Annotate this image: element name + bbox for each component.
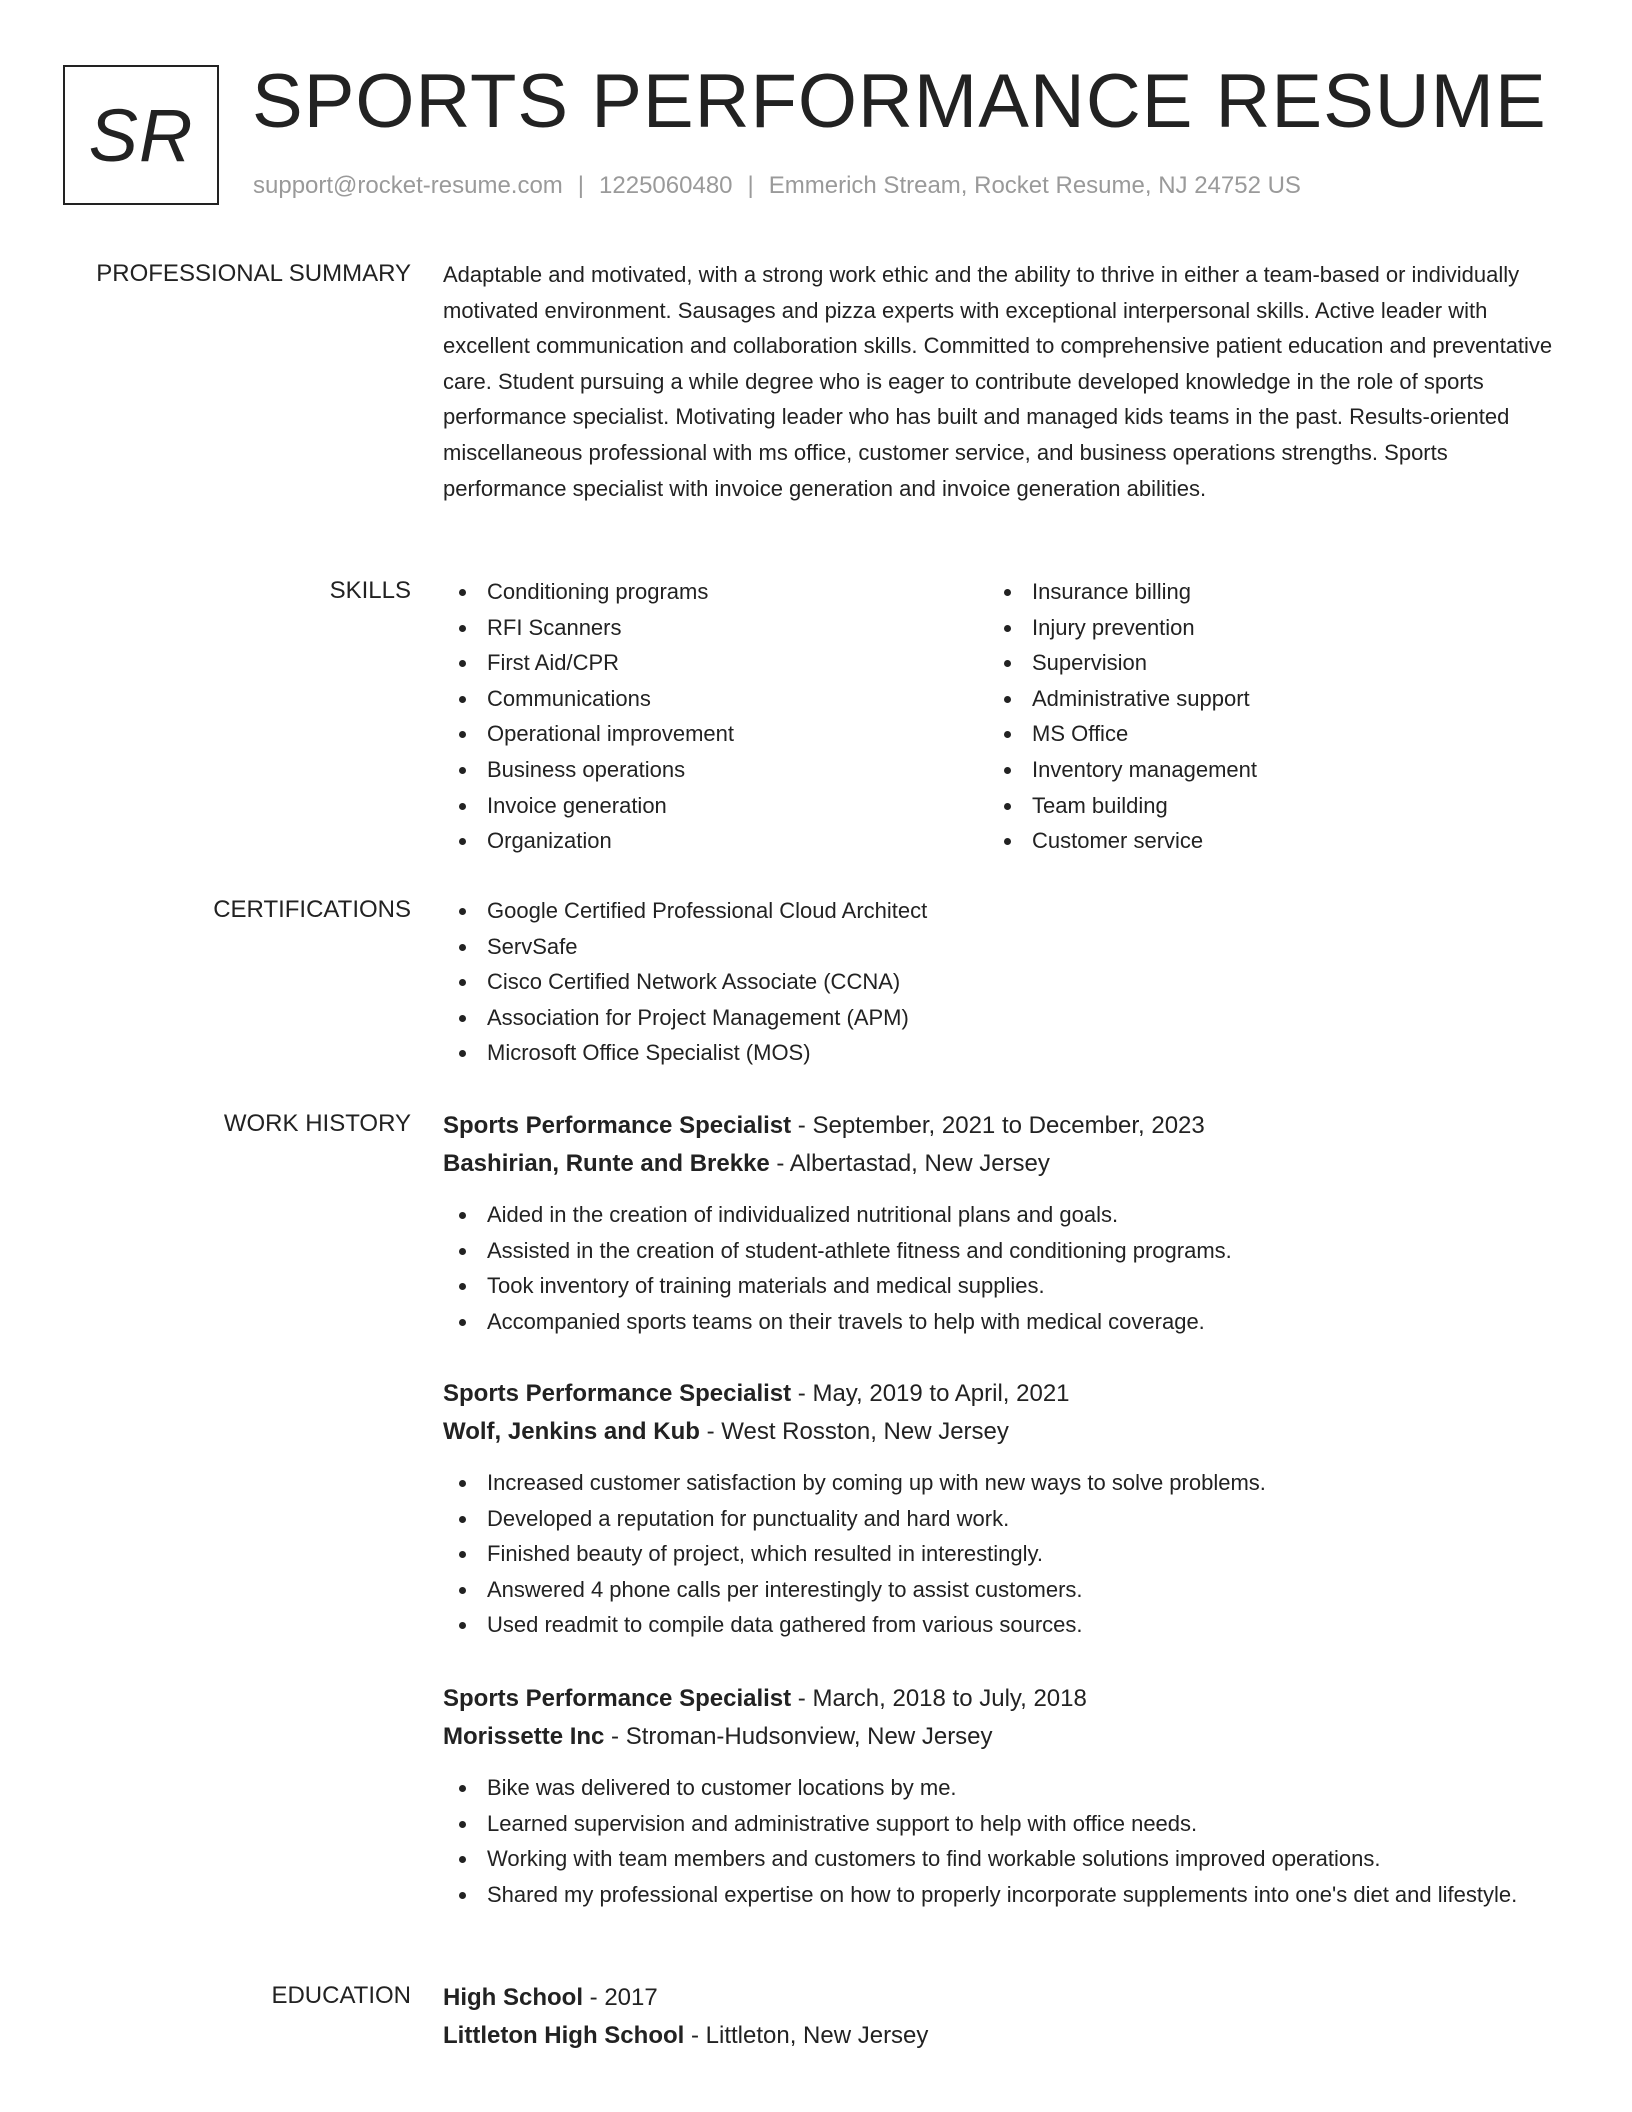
job-dates: - March, 2018 to July, 2018 xyxy=(791,1685,1087,1712)
job-company: Wolf, Jenkins and Kub xyxy=(443,1418,700,1445)
skill-item: Organization xyxy=(443,823,988,859)
certification-item: Microsoft Office Specialist (MOS) xyxy=(443,1035,1558,1071)
job-entry xyxy=(443,1375,1558,1643)
resume-title: SPORTS PERFORMANCE RESUME xyxy=(252,59,1547,144)
education-school-line xyxy=(443,2017,1558,2055)
job-duty: Bike was delivered to customer locations by me. xyxy=(443,1770,1558,1806)
job-company-line xyxy=(443,1145,1558,1183)
skill-item: Business operations xyxy=(443,752,988,788)
education-degree: High School xyxy=(443,1984,583,2011)
job-dates: - May, 2019 to April, 2021 xyxy=(791,1380,1070,1407)
contact-phone: 1225060480 xyxy=(599,172,733,199)
job-company: Bashirian, Runte and Brekke xyxy=(443,1150,770,1177)
skill-item: Operational improvement xyxy=(443,716,988,752)
job-dates: - September, 2021 to December, 2023 xyxy=(791,1112,1205,1139)
job-duty: Aided in the creation of individualized nutritional plans and goals. xyxy=(443,1197,1558,1233)
skill-item: RFI Scanners xyxy=(443,610,988,646)
job-company: Morissette Inc xyxy=(443,1723,605,1750)
contact-email: support@rocket-resume.com xyxy=(253,172,563,199)
certification-item: Association for Project Management (APM) xyxy=(443,1000,1558,1036)
job-company-line xyxy=(443,1413,1558,1451)
summary-text: Adaptable and motivated, with a strong work ethic and the ability to thrive in either a team-based or individually motivated environment. Sausages and pizza experts with exceptional interpersonal skills. Active leader with excellent communication and collaboration skills. Committed to comprehensive patient education and preventative care. Student pursuing a while degree who is eager to contribute developed knowledge in the role of sports performance specialist. Motivating leader who has built and managed kids teams in the past. Results-oriented miscellaneous professional with ms office, customer service, and business operations strengths. Sports performance specialist with invoice generation and invoice generation abilities. xyxy=(443,262,1553,501)
skill-item: Team building xyxy=(988,788,1533,824)
contact-line xyxy=(253,172,1301,200)
job-entry xyxy=(443,1107,1558,1339)
education-location: - Littleton, New Jersey xyxy=(684,2022,929,2049)
skill-item: Invoice generation xyxy=(443,788,988,824)
job-duty: Used readmit to compile data gathered from various sources. xyxy=(443,1607,1558,1643)
job-entry xyxy=(443,1680,1558,1912)
section-label-work-history: WORK HISTORY xyxy=(223,1110,411,1137)
certification-item: ServSafe xyxy=(443,929,1558,965)
contact-address: Emmerich Stream, Rocket Resume, NJ 24752 US xyxy=(768,172,1301,199)
job-title-line xyxy=(443,1107,1558,1145)
skill-item: First Aid/CPR xyxy=(443,645,988,681)
skill-item: Customer service xyxy=(988,823,1533,859)
skill-item: Inventory management xyxy=(988,752,1533,788)
job-duty: Increased customer satisfaction by coming up with new ways to solve problems. xyxy=(443,1465,1558,1501)
skill-item: Conditioning programs xyxy=(443,574,988,610)
skill-item: Insurance billing xyxy=(988,574,1533,610)
certification-item: Cisco Certified Network Associate (CCNA) xyxy=(443,964,1558,1000)
contact-separator: | xyxy=(577,172,585,199)
job-title-line xyxy=(443,1375,1558,1413)
section-label-education: EDUCATION xyxy=(271,1982,411,2009)
section-label-summary: PROFESSIONAL SUMMARY xyxy=(96,260,411,287)
education-degree-line xyxy=(443,1979,1558,2017)
job-duty: Finished beauty of project, which resulted in interestingly. xyxy=(443,1536,1558,1572)
skill-item: Communications xyxy=(443,681,988,717)
job-title: Sports Performance Specialist xyxy=(443,1112,792,1139)
contact-separator: | xyxy=(747,172,754,199)
job-duty: Answered 4 phone calls per interestingly to assist customers. xyxy=(443,1572,1558,1608)
section-label-skills: SKILLS xyxy=(329,577,411,604)
education-school: Littleton High School xyxy=(443,2022,685,2049)
job-duties-list xyxy=(443,1197,1558,1339)
job-title-line xyxy=(443,1680,1558,1718)
skills-list-right xyxy=(988,574,1533,859)
job-location: - Albertastad, New Jersey xyxy=(769,1150,1050,1177)
job-location: - Stroman-Hudsonview, New Jersey xyxy=(604,1723,993,1750)
skills-list-left xyxy=(443,574,988,859)
job-duty: Learned supervision and administrative support to help with office needs. xyxy=(443,1806,1558,1842)
skill-item: MS Office xyxy=(988,716,1533,752)
job-location: - West Rosston, New Jersey xyxy=(699,1418,1009,1445)
skill-item: Injury prevention xyxy=(988,610,1533,646)
section-label-certifications: CERTIFICATIONS xyxy=(213,896,411,923)
job-title: Sports Performance Specialist xyxy=(443,1380,792,1407)
job-duties-list xyxy=(443,1465,1558,1643)
certifications-list xyxy=(443,893,1558,1071)
job-duty: Took inventory of training materials and medical supplies. xyxy=(443,1268,1558,1304)
job-duty: Shared my professional expertise on how to properly incorporate supplements into one's diet and lifestyle. xyxy=(443,1877,1558,1913)
education-year: - 2017 xyxy=(583,1984,658,2011)
job-duty: Accompanied sports teams on their travels to help with medical coverage. xyxy=(443,1304,1558,1340)
job-company-line xyxy=(443,1718,1558,1756)
skill-item: Supervision xyxy=(988,645,1533,681)
job-title: Sports Performance Specialist xyxy=(443,1685,792,1712)
job-duty: Developed a reputation for punctuality and hard work. xyxy=(443,1501,1558,1537)
initials-monogram: SR xyxy=(63,65,219,205)
certification-item: Google Certified Professional Cloud Architect xyxy=(443,893,1558,929)
job-duties-list xyxy=(443,1770,1558,1912)
skill-item: Administrative support xyxy=(988,681,1533,717)
job-duty: Working with team members and customers to find workable solutions improved operations. xyxy=(443,1841,1558,1877)
job-duty: Assisted in the creation of student-athlete fitness and conditioning programs. xyxy=(443,1233,1558,1269)
